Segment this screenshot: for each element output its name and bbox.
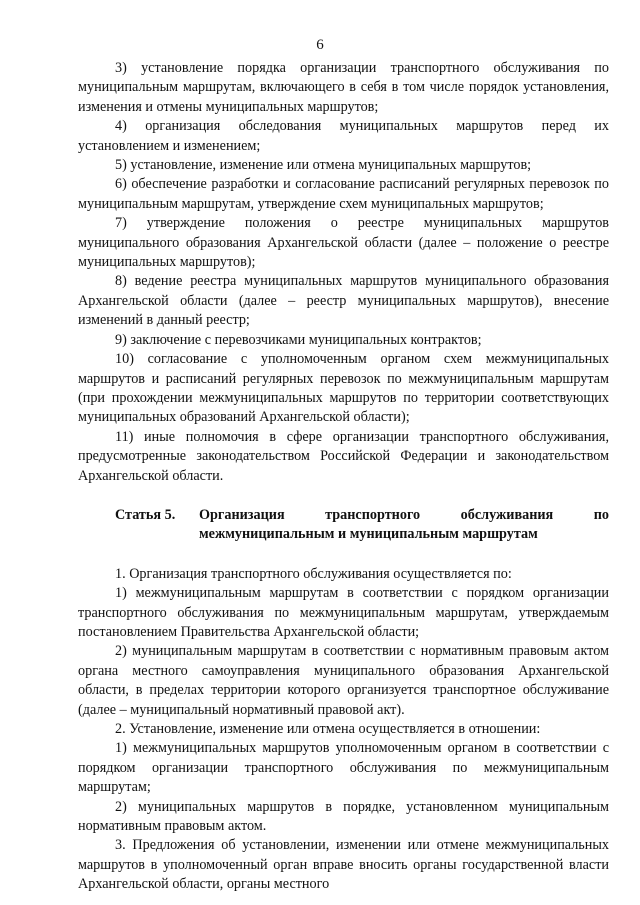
paragraph: 1) межмуниципальным маршрутам в соответствии с порядком организации транспортного обслуживания по межмуниципальным маршрутам, утверждаемым постановлением Правительства Архангельской области; — [78, 585, 609, 640]
article-heading — [115, 506, 609, 545]
article-title: Организация транспортного обслуживания по межмуниципальным и муниципальным маршрутам — [199, 506, 609, 543]
paragraph: 9) заключение с перевозчиками муниципальных контрактов; — [115, 331, 482, 348]
paragraph: 5) установление, изменение или отмена муниципальных маршрутов; — [115, 157, 532, 174]
paragraph: 10) согласование с уполномоченным органом схем межмуниципальных маршрутов и расписаний регулярных перевозок по межмуниципальным маршрутам (при прохождении межмуниципальных маршрутов по территории соответствующих муниципальных образований Архангельской области); — [78, 351, 609, 426]
paragraph: 8) ведение реестра муниципальных маршрутов муниципального образования Архангельской области (далее – реестр муниципальных маршрутов), внесение изменений в данный реестр; — [78, 273, 609, 329]
page-number: 6 — [316, 37, 324, 53]
document-body — [78, 59, 609, 895]
paragraph: 2) муниципальных маршрутов в порядке, установленном муниципальным нормативным правовым актом. — [78, 798, 609, 835]
paragraph: 4) организация обследования муниципальных маршрутов перед их установлением и изменением; — [78, 118, 609, 154]
paragraph: 3) установление порядка организации транспортного обслуживания по муниципальным маршрутам, включающего в себя в том числе порядок установления, изменения и отмены муниципальных маршрутов; — [78, 60, 609, 115]
paragraph: 11) иные полномочия в сфере организации транспортного обслуживания, предусмотренные законодательством Российской Федерации и законодательством Архангельской области. — [78, 428, 609, 484]
paragraph: 1) межмуниципальных маршрутов уполномоченным органом в соответствии с порядком организации транспортного обслуживания по межмуниципальным маршрутам; — [78, 740, 609, 796]
paragraph: 3. Предложения об установлении, изменении или отмене межмуниципальных маршрутов в уполномоченный орган вправе вносить органы государственной власти Архангельской области, органы местного — [78, 837, 609, 893]
paragraph: 7) утверждение положения о реестре муниципальных маршрутов муниципального образования Архангельской области (далее – положение о реестре муниципальных маршрутов); — [78, 215, 609, 271]
paragraph: 6) обеспечение разработки и согласование расписаний регулярных перевозок по муниципальным маршрутам, утверждение схем муниципальных маршрутов; — [78, 176, 609, 212]
paragraph: 2) муниципальным маршрутам в соответствии с нормативным правовым актом органа местного самоуправления муниципального образования Архангельской области, в пределах территории которого организуется транспортное обслуживание (далее – муниципальный нормативный правовой акт). — [78, 643, 609, 718]
article-number: Статья 5. — [115, 506, 176, 523]
paragraph: 2. Установление, изменение или отмена осуществляется в отношении: — [115, 721, 541, 737]
paragraph: 1. Организация транспортного обслуживания осуществляется по: — [115, 565, 512, 582]
